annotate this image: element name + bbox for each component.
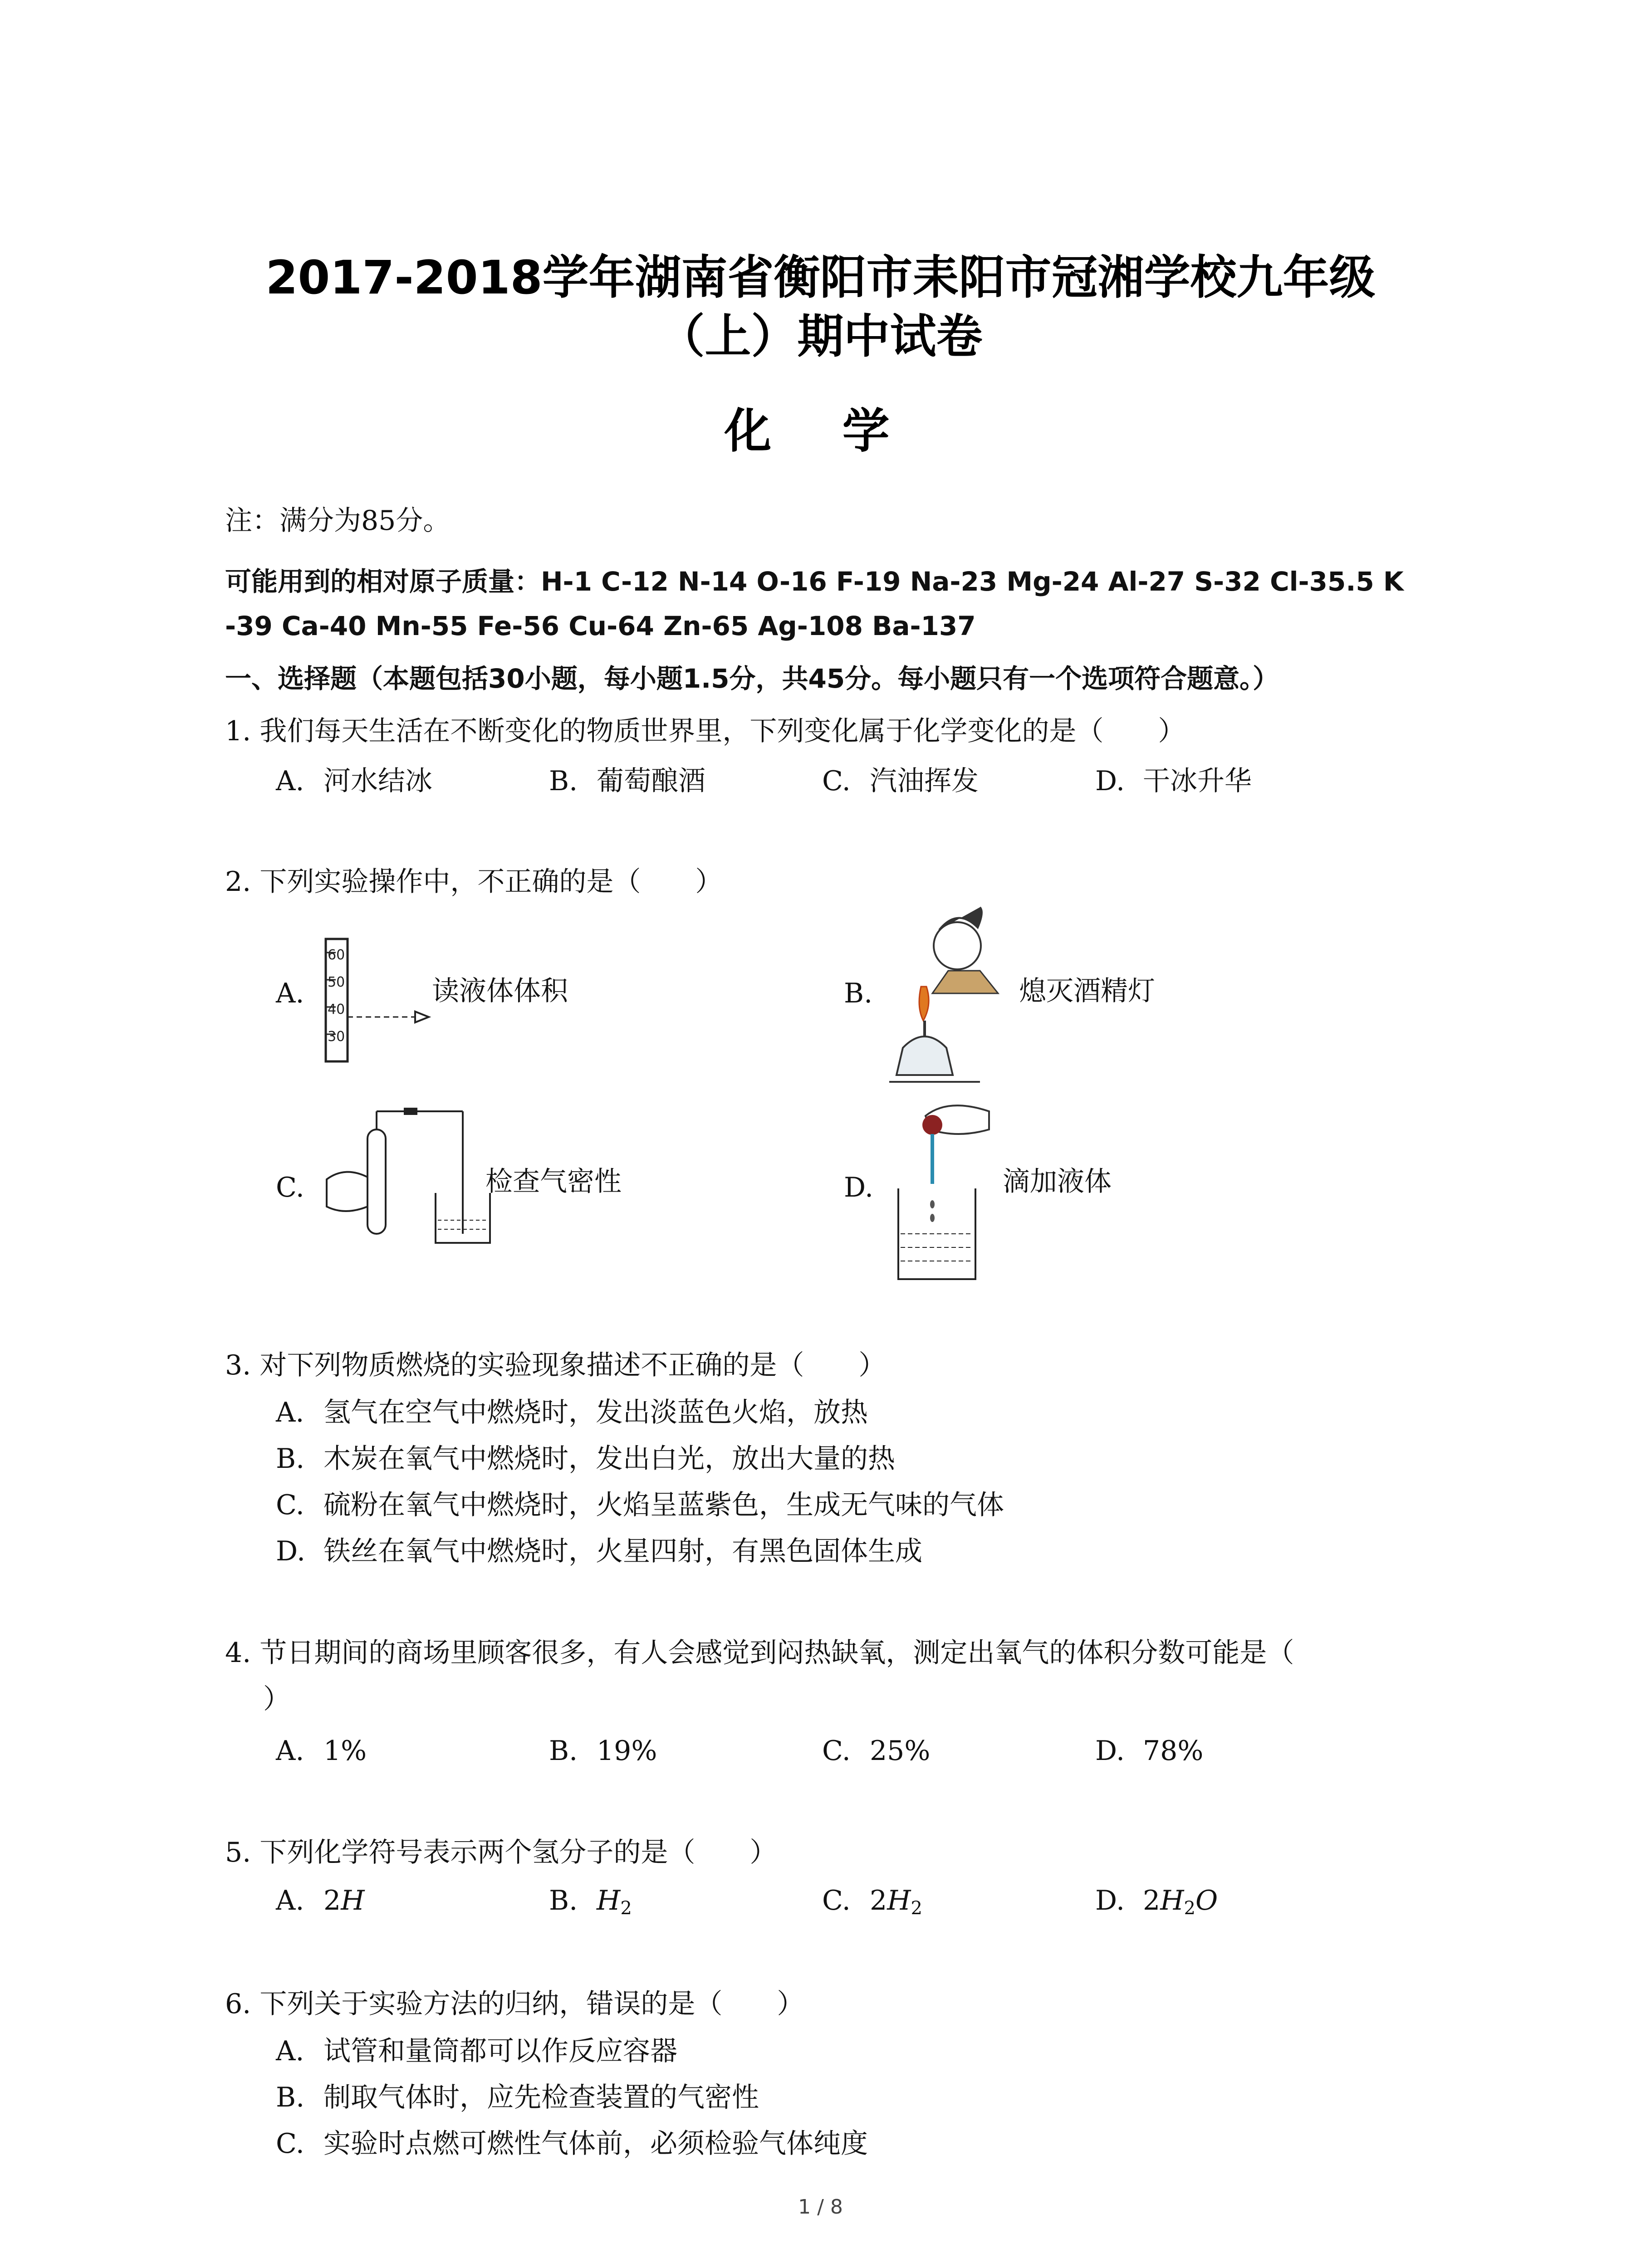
page-number: 1 / 8 [798, 2195, 843, 2219]
q2-option-d-letter: D. [844, 1172, 874, 1203]
dropper-figure [889, 1098, 1007, 1288]
question-1-stem: 1. 我们每天生活在不断变化的物质世界里，下列变化属于化学变化的是（ ） [225, 715, 1185, 747]
question-4-stem-line2: ） [263, 1683, 290, 1715]
graduated-cylinder-figure [318, 934, 436, 1066]
atomic-masses-line2: -39 Ca-40 Mn-55 Fe-56 Cu-64 Zn-65 Ag-108 Ba-137 [225, 611, 976, 641]
q3-option-c: C. 硫粉在氧气中燃烧时，火焰呈蓝紫色，生成无气味的气体 [276, 1489, 1004, 1521]
q1-option-a: A. 河水结冰 [276, 765, 432, 797]
eye-icon [415, 1012, 429, 1022]
q4-option-c: C. 25% [822, 1735, 931, 1767]
exam-title-line2: （上）期中试卷 [658, 310, 983, 364]
q2-option-b-letter: B. [844, 978, 873, 1009]
score-note: 注：满分为85分。 [225, 505, 451, 537]
q6-option-b: B. 制取气体时，应先检查装置的气密性 [276, 2082, 759, 2113]
q6-option-a: A. 试管和量筒都可以作反应容器 [276, 2035, 677, 2067]
atomic-masses-line1: 可能用到的相对原子质量：H-1 C-12 N-14 O-16 F-19 Na-23 Mg-24 Al-27 S-32 Cl-35.5 K [225, 566, 1404, 597]
q6-option-c: C. 实验时点燃可燃性气体前，必须检验气体纯度 [276, 2128, 868, 2160]
q4-option-d: D. 78% [1095, 1735, 1204, 1767]
q5-option-c: C. $2H_2$ [822, 1885, 922, 1919]
q1-option-c: C. 汽油挥发 [822, 765, 979, 797]
lamp-icon [896, 1036, 953, 1075]
section-heading: 一、选择题（本题包括30小题，每小题1.5分，共45分。每小题只有一个选项符合题意。） [225, 663, 1279, 694]
q5-option-b: B. $H_2$ [549, 1885, 632, 1919]
q5-option-d: D. $2H_2O$ [1095, 1885, 1218, 1919]
q4-option-b: B. 19% [549, 1735, 657, 1767]
test-tube-icon [367, 1129, 386, 1234]
exam-title-line1: 2017-2018学年湖南省衡阳市耒阳市冠湘学校九年级 [265, 251, 1376, 305]
tick-label-30: 30 [328, 1029, 345, 1045]
q2-option-c-label: 检查气密性 [485, 1166, 622, 1198]
q2-option-d-label: 滴加液体 [1003, 1166, 1112, 1198]
question-5-stem: 5. 下列化学符号表示两个氢分子的是（ ） [225, 1837, 777, 1868]
q2-option-b-label: 熄灭酒精灯 [1019, 975, 1155, 1007]
question-3-stem: 3. 对下列物质燃烧的实验现象描述不正确的是（ ） [225, 1349, 886, 1381]
q5-option-a: A. 2H [276, 1885, 365, 1916]
subject-title: 化 学 [724, 403, 917, 459]
question-4-stem-line1: 4. 节日期间的商场里顾客很多，有人会感觉到闷热缺氧，测定出氧气的体积分数可能是（ [225, 1637, 1294, 1669]
q2-option-a-letter: A. [276, 978, 304, 1009]
airtightness-figure [318, 1102, 499, 1252]
q3-option-b: B. 木炭在氧气中燃烧时，发出白光，放出大量的热 [276, 1443, 895, 1475]
hand-icon [327, 1172, 367, 1211]
q1-option-b: B. 葡萄酿酒 [549, 765, 705, 797]
tick-label-60: 60 [328, 947, 345, 963]
question-2-stem: 2. 下列实验操作中，不正确的是（ ） [225, 866, 723, 898]
q2-option-a-label: 读液体体积 [432, 975, 568, 1007]
question-6-stem: 6. 下列关于实验方法的归纳，错误的是（ ） [225, 1988, 804, 2020]
q1-option-d: D. 干冰升华 [1095, 765, 1252, 797]
tick-label-50: 50 [328, 974, 345, 990]
q4-option-a: A. 1% [276, 1735, 367, 1767]
dropper-bulb-icon [922, 1115, 942, 1135]
alcohol-lamp-figure [889, 903, 1007, 1093]
q3-option-a: A. 氢气在空气中燃烧时，发出淡蓝色火焰，放热 [276, 1397, 868, 1428]
q3-option-d: D. 铁丝在氧气中燃烧时，火星四射，有黑色固体生成 [276, 1535, 922, 1567]
q2-option-c-letter: C. [276, 1172, 304, 1203]
tick-label-40: 40 [328, 1002, 345, 1017]
flame-icon [919, 987, 929, 1021]
